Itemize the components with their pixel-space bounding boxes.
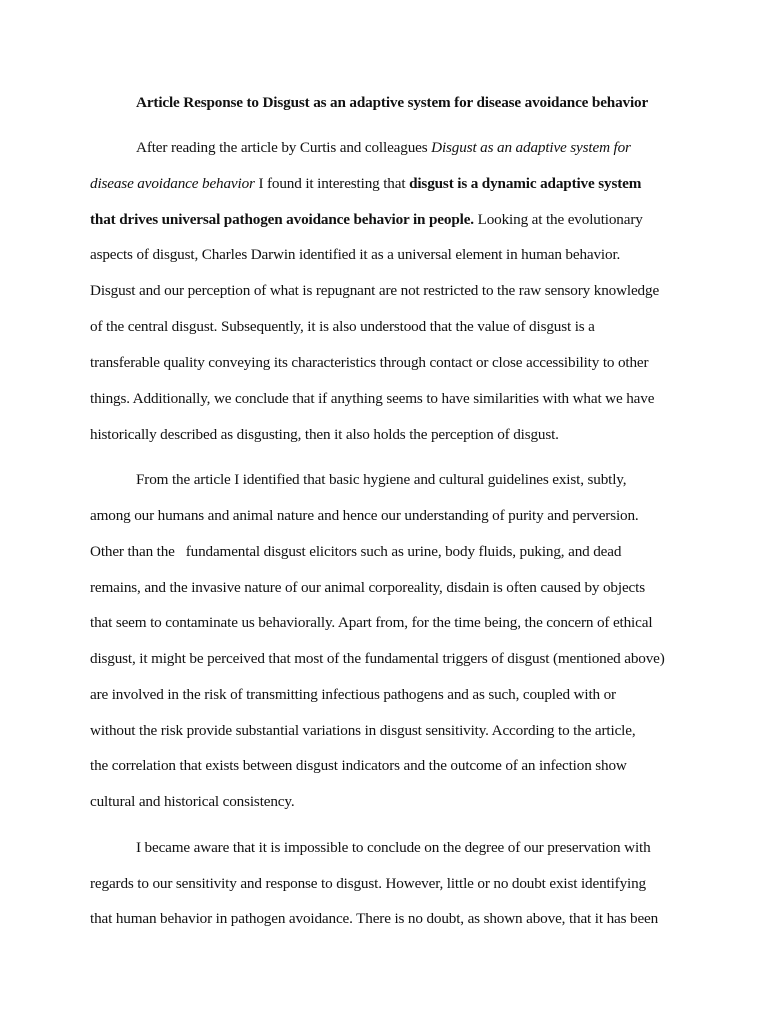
paragraph-3-line-2: regards to our sensitivity and response to disgust. However, little or no doubt exist identifying <box>90 875 646 892</box>
bold-statement: that drives universal pathogen avoidance behavior in people. <box>90 211 474 228</box>
paragraph-2-line-10: cultural and historical consistency. <box>90 793 295 810</box>
paragraph-2-line-8: without the risk provide substantial variations in disgust sensitivity. According to the article, <box>90 722 636 739</box>
article-title-italic: Disgust as an adaptive system for <box>431 139 631 156</box>
bold-statement: disgust is a dynamic adaptive system <box>409 175 642 192</box>
paragraph-2-line-5: that seem to contaminate us behaviorally. Apart from, for the time being, the concern of ethical <box>90 614 653 631</box>
paragraph-1-line-5: Disgust and our perception of what is repugnant are not restricted to the raw sensory knowledge <box>90 282 660 299</box>
text-run: I found it interesting that <box>254 175 410 192</box>
paragraph-1-line-8: things. Additionally, we conclude that if anything seems to have similarities with what we have <box>90 390 655 407</box>
document-title: Article Response to Disgust as an adaptive system for disease avoidance behavior <box>136 94 649 111</box>
paragraph-1-line-3 <box>90 211 643 229</box>
paragraph-2-line-1: From the article I identified that basic hygiene and cultural guidelines exist, subtly, <box>136 471 627 488</box>
paragraph-2-line-7: are involved in the risk of transmitting infectious pathogens and as such, coupled with or <box>90 686 616 703</box>
text-run: After reading the article by Curtis and colleagues <box>136 139 432 156</box>
paragraph-1-line-6: of the central disgust. Subsequently, it is also understood that the value of disgust is a <box>90 318 595 335</box>
paragraph-2-line-4: remains, and the invasive nature of our animal corporeality, disdain is often caused by objects <box>90 579 645 596</box>
article-title-italic: disease avoidance behavior <box>90 175 255 192</box>
paragraph-2-line-3: Other than the fundamental disgust elicitors such as urine, body fluids, puking, and dead <box>90 543 622 560</box>
paragraph-1-line-4: aspects of disgust, Charles Darwin identified it as a universal element in human behavior. <box>90 246 621 263</box>
paragraph-1-line-7: transferable quality conveying its characteristics through contact or close accessibility to other <box>90 354 649 371</box>
paragraph-2-line-2: among our humans and animal nature and hence our understanding of purity and perversion. <box>90 507 639 524</box>
paragraph-2-line-6: disgust, it might be perceived that most of the fundamental triggers of disgust (mentioned above) <box>90 650 665 667</box>
paragraph-1-line-2 <box>90 175 641 193</box>
paragraph-3-line-3: that human behavior in pathogen avoidance. There is no doubt, as shown above, that it has been <box>90 910 659 927</box>
paragraph-1-line-9: historically described as disgusting, then it also holds the perception of disgust. <box>90 426 559 443</box>
paragraph-1-line-1 <box>136 139 631 157</box>
text-run: Looking at the evolutionary <box>473 211 643 228</box>
paragraph-3-line-1: I became aware that it is impossible to conclude on the degree of our preservation with <box>136 839 651 856</box>
paragraph-2-line-9: the correlation that exists between disgust indicators and the outcome of an infection show <box>90 757 627 774</box>
